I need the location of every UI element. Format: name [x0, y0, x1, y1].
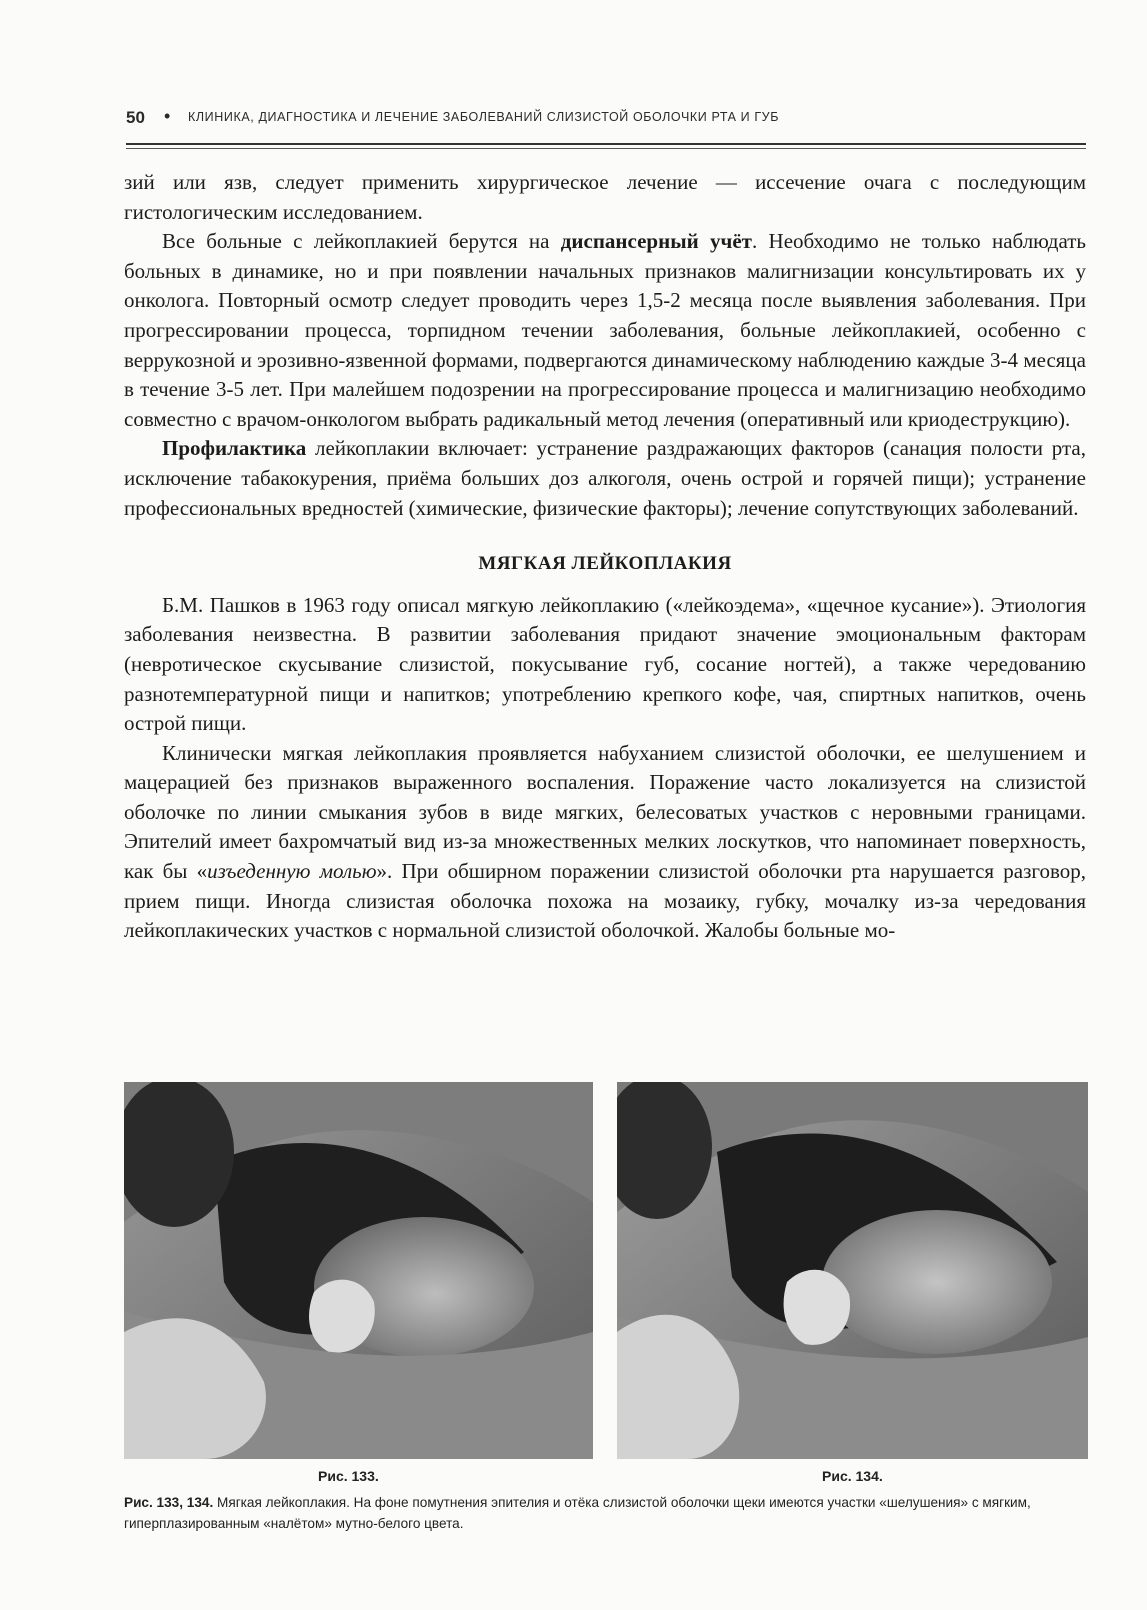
bold-term: диспансерный учёт: [560, 229, 752, 254]
page-number: 50: [126, 108, 145, 127]
bold-term: Профилактика: [162, 436, 307, 461]
paragraph: Все больные с лейкоплакией берутся на диспансерный учёт. Необходимо не только наблюдать больных в динамике, но и при появлении начальных признаков малигнизации консультировать их у онколога. Повторный осмотр следует проводить через 1,5-2 месяца после выявления заболевания. При прогрессировании процесса, торпидном течении заболевания, больные лейкоплакией, особенно с веррукозной и эрозивно-язвенной формами, подвергаются динамическому наблюдению каждые 3-4 месяца в течение 3-5 лет. При малейшем подозрении на прогрессирование процесса и малигнизацию необходимо совместно с врачом-онкологом выбрать радикальный метод лечения (оперативный или криодеструкцию).: [124, 229, 1087, 431]
running-title: КЛИНИКА, ДИАГНОСТИКА И ЛЕЧЕНИЕ ЗАБОЛЕВАНИЙ СЛИЗИСТОЙ ОБОЛОЧКИ РТА И ГУБ: [188, 110, 780, 124]
section-heading: МЯГКАЯ ЛЕЙКОПЛАКИЯ: [478, 553, 732, 575]
figure-134-photo: [617, 1082, 1088, 1459]
figure-caption: [124, 1492, 1088, 1534]
italic-phrase: изъеденную молью: [207, 859, 377, 884]
caption-figure-ref: Рис. 133, 134.: [124, 1495, 214, 1510]
running-header: [126, 106, 1086, 132]
figure-134-label: Рис. 134.: [822, 1468, 883, 1484]
paragraph: Профилактика лейкоплакии включает: устранение раздражающих факторов (санация полости рта, исключение табакокурения, приёма больших доз алкоголя, очень острой и горячей пищи); устранение профессиональных вредностей (химические, физические факторы); лечение сопутствующих заболеваний.: [124, 436, 1086, 520]
header-rule-thin: [126, 148, 1086, 149]
body-text: [124, 168, 1086, 946]
paragraph: Клинически мягкая лейкоплакия проявляется набуханием слизистой оболочки, ее шелушением и мацерацией без признаков выраженного воспаления. Поражение часто локализуется на слизистой оболочке по линии смыкания зубов в виде мягких, белесоватых участков с неровными границами. Эпителий имеет бахромчатый вид из-за множественных мелких лоскутков, что напоминает поверхность, как бы «изъеденную молью». При обширном поражении слизистой оболочки рта нарушается разговор, прием пищи. Иногда слизистая оболочка похожа на мозаику, губку, мочалку из-за чередования лейкоплакических участков с нормальной слизистой оболочкой. Жалобы больные мо-: [124, 740, 1086, 943]
caption-text: Мягкая лейкоплакия. На фоне помутнения эпителия и отёка слизистой оболочки щеки имеются участки «шелушения» с мягким, гиперплазированным «налётом» мутно-белого цвета.: [124, 1495, 1031, 1531]
header-rule-thick: [126, 143, 1086, 145]
paragraph: зий или язв, следует применить хирургическое лечение — иссечение очага с последующим гистологическим исследованием.: [124, 170, 1086, 224]
paragraph: Б.М. Пашков в 1963 году описал мягкую лейкоплакию («лейкоэдема», «щечное кусание»). Этиология заболевания неизвестна. В развитии заболевания придают значение эмоциональным факторам (невротическое скусывание слизистой, покусывание губ, сосание ногтей), а также чередованию разнотемпературной пищи и напитков; употреблению крепкого кофе, чая, спиртных напитков, очень острой пищи.: [124, 592, 1086, 736]
figure-133-photo: [124, 1082, 593, 1459]
figure-133-label: Рис. 133.: [318, 1468, 379, 1484]
header-separator: •: [164, 106, 171, 126]
